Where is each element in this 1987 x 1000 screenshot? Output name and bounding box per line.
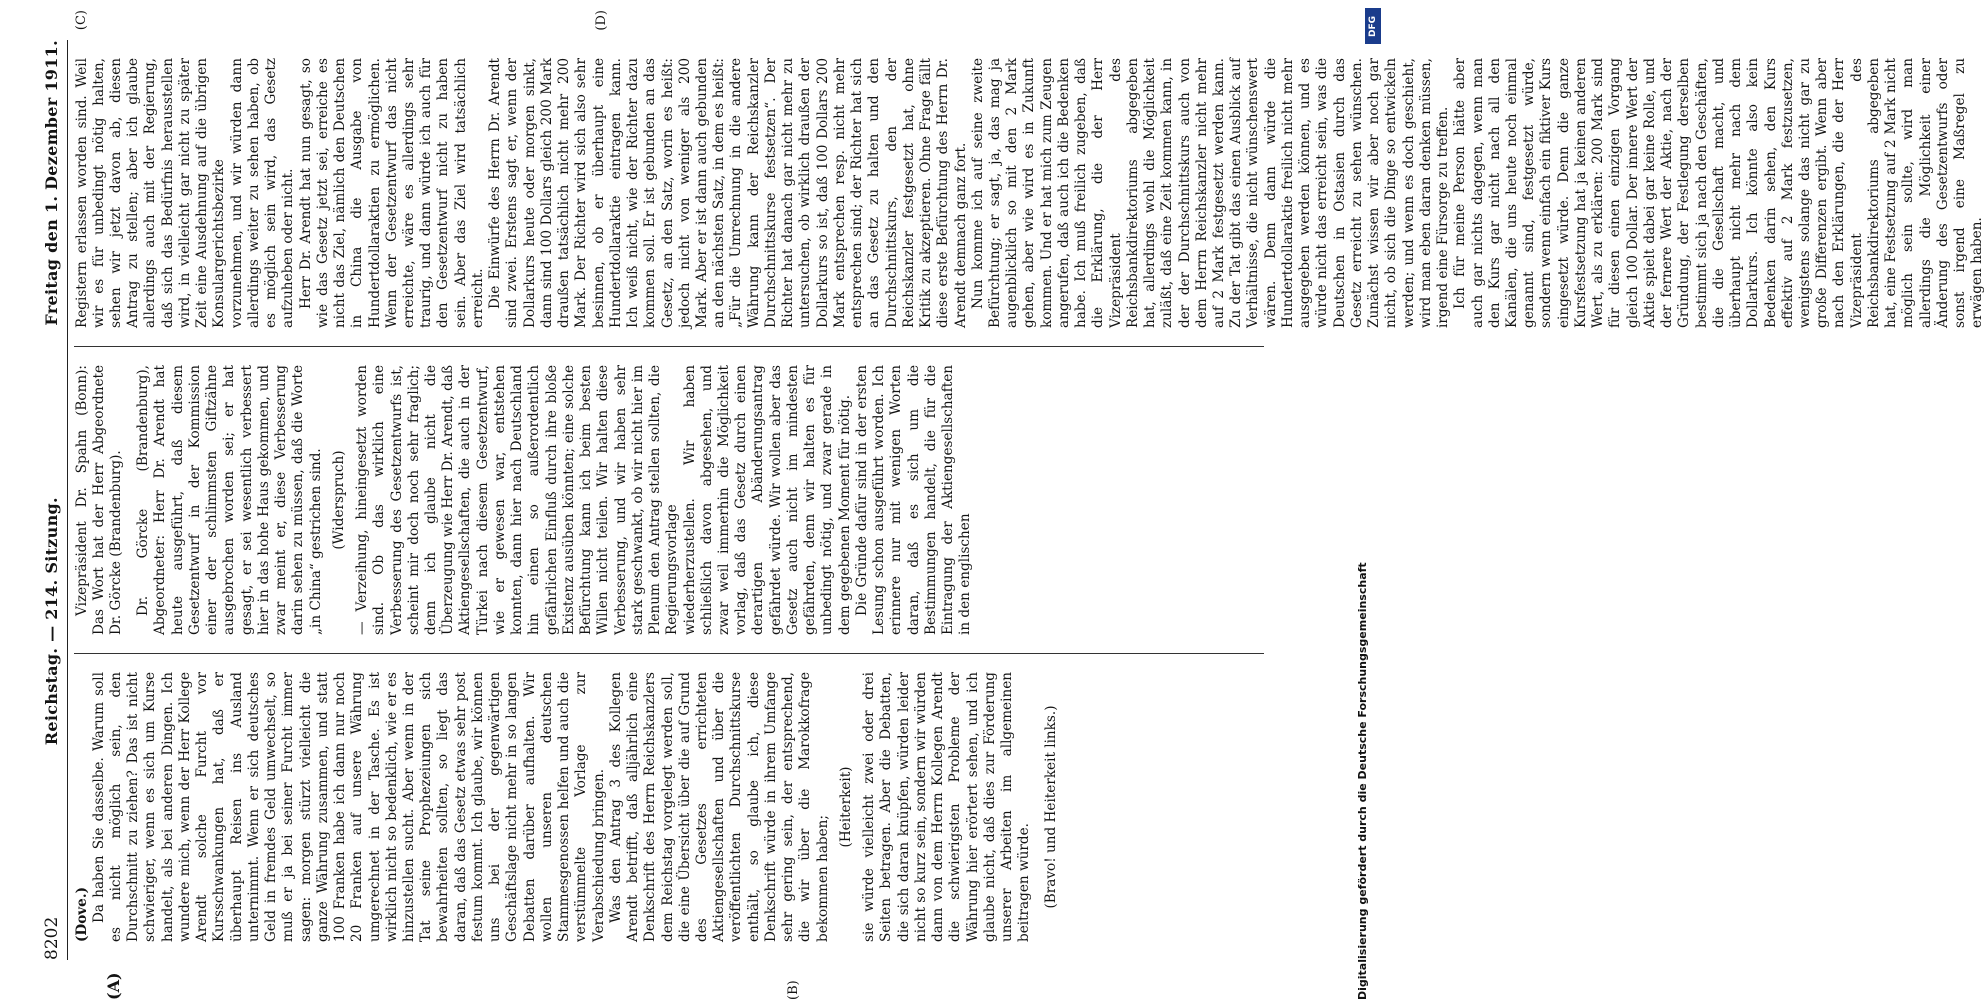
margin-mark-b: (B)	[785, 980, 801, 1000]
middle-column	[74, 347, 1264, 654]
margin-mark-a: (A)	[103, 972, 123, 1000]
paragraph: Die Gründe dafür sind in der ersten Lesung schon ausgeführt worden. Ich erinnere nur mit wenigen Worten daran, daß es sich um die Bestimmungen handelt, die für die Eintragung der Aktiengesellschaften in den englischen	[853, 365, 974, 635]
paragraph: Da haben Sie dasselbe. Warum soll es nicht möglich sein, den Durchschnitt zu ziehen? Das ist nicht schwieriger, wenn es sich um Kurse handelt, als bei anderen Dingen. Ich wundere mich, wenn der Herr Kollege Arendt solche Furcht vor Kursschwankungen hat, daß er überhaupt Reisen ins Ausland unternimmt. Wenn er sich deutsches Geld in fremdes Geld umwechselt, so muß er ja bei seiner Furcht immer sagen: morgen stürzt vielleicht die ganze Währung zusammen, und statt 100 Franken habe ich dann nur noch 20 Franken auf unsere Währung umgerechnet in der Tasche. Es ist wirklich nicht so bedenklich, wie er es hinzustellen sucht. Aber wenn in der Tat seine Prophezeiungen sich bewahrheiten sollten, so liegt das daran, daß das Gesetz etwas sehr post festum kommt. Ich glaube, wir können uns bei der gegenwärtigen Geschäftslage nicht mehr in so langen Debatten darüber aufhalten. Wir wollen unseren deutschen Stammesgenossen helfen und auch die verstümmelte Vorlage zur Verabschiedung bringen.	[90, 672, 607, 942]
paragraph: Registern erlassen worden sind. Weil wir es für unbedingt nötig halten, sehen wir jetzt davon ab, diesen Antrag zu stellen; aber ich glaube allerdings auch mit der Regierung, daß sich das Bedürfnis herausstellen wird, in vielleicht gar nicht zu später Zeit eine Ausdehnung auf die übrigen Konsulargerichtsbezirke vorzunehmen, und wir würden dann allerdings weiter zu sehen haben, ob es möglich sein wird, das Gesetz aufzuheben oder nicht.	[73, 58, 297, 328]
interjection: (Bravo! und Heiterkeit links.)	[1043, 705, 1060, 909]
session-title: Reichstag. — 214. Sitzung.	[42, 497, 61, 746]
paragraph: Ich für meine Person hätte aber auch gar nichts dagegen, wenn man den Kurs gar nicht nach all den Kanälen, die uns heute noch einmal genannt sind, festgesetzt würde, sondern wenn einfach ein fiktiver Kurs eingesetzt würde. Denn die ganze Kursfestsetzung hat ja keinen anderen Wert, als zu erklären: 200 Mark sind für diesen einen einzigen Vorgang gleich 100 Dollar. Der innere Wert der Aktie spielt dabei gar keine Rolle, und der fernere Wert der Aktie, nach der Gründung, der Festlegung derselben bestimmt sich ja nach den Geschäften, die die Gesellschaft macht, und überhaupt nicht mehr nach dem Dollarkurs. Ich könnte also kein Bedenken darin sehen, den Kurs effektiv auf 2 Mark festzusetzen, wenigstens solange das nicht gar zu große Differenzen ergibt. Wenn aber nach den Erklärungen, die der Herr Vizepräsident des Reichsbankdirektoriums abgegeben hat, eine Festsetzung auf 2 Mark nicht möglich sein sollte, wird man allerdings die Möglichkeit einer Änderung des Gesetzentwurfs oder sonst irgend eine Maßregel zu erwägen haben.	[1452, 58, 1986, 328]
page-number: 8202	[42, 916, 62, 960]
session-date: Freitag den 1. Dezember 1911.	[42, 40, 61, 326]
paragraph: Nun komme ich auf seine zweite Befürchtung; er sagt, ja, das mag ja augenblicklich so mit den 2 Mark gehen, aber wie wird es in Zukunft kommen. Und er hat mich zum Zeugen angerufen, daß auch ich die Bedenken habe. Ich muß freilich zugeben, daß die Erklärung, die der Herr Vizepräsident des Reichsbankdirektoriums abgegeben hat, allerdings wohl die Möglichkeit zuläßt, daß eine Zeit kommen kann, in der der Durchschnittskurs auch von dem Herrn Reichskanzler nicht mehr auf 2 Mark festgesetzt werden kann. Zu der Tat gibt das einen Ausblick auf Verhältnisse, die nicht wünschenswert wären. Denn dann würde die Hundertdollaraktie freilich nicht mehr ausgegeben werden können, und es würde nicht das erreicht sein, was die Deutschen in Ostasien durch das Gesetz erreicht zu sehen wünschen. Zunächst wissen wir aber noch gar nicht, ob sich die Dinge so entwickeln werden; und wenn es doch geschieht, wird man eben daran denken müssen, irgend eine Fürsorge zu treffen.	[969, 58, 1452, 328]
digitization-credit: Digitalisierung gefördert durch die Deutsche Forschungsgemeinschaft	[1356, 562, 1369, 1000]
paragraph: sie würde vielleicht zwei oder drei Seiten betragen. Aber die Debatten, die sich daran knüpfen, würden leider nicht so kurz sein, sondern wir würden dann von dem Herrn Kollegen Arendt die schwierigsten Probleme der Währung hier erörtert sehen, und ich glaube nicht, daß dies zur Förderung unserer Arbeiten im allgemeinen beitragen würde.	[861, 672, 1033, 942]
paragraph: Dr. Görcke (Brandenburg), Abgeordneter: Herr Dr. Arendt hat heute ausgeführt, daß diesem Gesetzentwurf in der Kommission einer der schlimmsten Giftzähne ausgebrochen worden sei; er hat gesagt, er sei wesentlich verbessert hier in das hohe Haus gekommen, und zwar meint er, diese Verbesserung darin sehen zu müssen, daß die Worte „in China“ gestrichen sind.	[135, 365, 324, 635]
paragraph: Vizepräsident Dr. Spahn (Bonn): Das Wort hat der Herr Abgeordnete Dr. Görcke (Brandenburg).	[73, 365, 125, 635]
paragraph: Herr Dr. Arendt hat nun gesagt, so wie das Gesetz jetzt sei, erreiche es nicht das Ziel, nämlich den Deutschen in China die Ausgabe von Hundertdollaraktien zu ermöglichen. Wenn der Gesetzentwurf das nicht erreichte, wäre es allerdings sehr traurig, und dann würde ich auch für den Gesetzentwurf nicht zu haben sein. Aber das Ziel wird tatsächlich erreicht.	[297, 58, 486, 328]
paragraph: Was den Antrag 3 des Kollegen Arendt betrifft, daß alljährlich eine Denkschrift des Herrn Reichskanzlers dem Reichstag vorgelegt werden soll, die eine Übersicht über die auf Grund des Gesetzes errichteten Aktiengesellschaften und über die veröffentlichten Durchschnittskurse enthält, so glaube ich, diese Denkschrift würde in ihrem Umfange sehr gering sein, der entsprechend, die wir über die Marokkofrage bekommen haben;	[607, 672, 831, 942]
speaker-tag: (Dove.)	[73, 887, 90, 942]
margin-mark-d: (D)	[593, 10, 609, 31]
paragraph: Die Einwürfe des Herrn Dr. Arendt sind zwei. Erstens sagt er, wenn der Dollarkurs heute oder morgen sinkt, dann sind 100 Dollars gleich 200 Mark draußen tatsächlich nicht mehr 200 Mark. Der Richter wird sich also sehr besinnen, ob er überhaupt eine Hundertdollaraktie eintragen kann. Ich weiß nicht, wie der Richter dazu kommen soll. Er ist gebunden an das Gesetz, an den Satz, worin es heißt: jedoch nicht von weniger als 200 Mark. Aber er ist dann auch gebunden an den nächsten Satz, in dem es heißt: „Für die Umrechnung in die andere Währung kann der Reichskanzler Durchschnittskurse festsetzen“. Der Richter hat danach gar nicht mehr zu untersuchen, ob wirklich draußen der Dollarkurs so ist, daß 100 Dollars 200 Mark entsprechen resp. nicht mehr entsprechen sind; der Richter hat sich an das Gesetz zu halten und den Durchschnittskurs, den der Reichskanzler festgesetzt hat, ohne Kritik zu akzeptieren. Ohne Frage fällt diese erste Befürchtung des Herrn Dr. Arendt demnach ganz fort.	[487, 58, 969, 328]
interjection: (Widerspruch)	[330, 450, 347, 550]
interjection: (Heiterkeit)	[837, 766, 854, 848]
paragraph: — Verzeihung, hineingesetzt worden sind. Ob das wirklich eine Verbesserung des Gesetzentwurfs ist, scheint mir doch noch sehr fraglich; denn ich glaube nicht die Überzeugung wie Herr Dr. Arendt, daß Aktiengesellschaften, die auch in der Türkei nach diesem Gesetzentwurf, wie er gewesen war, entstehen konnten, dann hier nach Deutschland hin einen so außerordentlich gefährlichen Einfluß durch ihre bloße Existenz ausüben könnten; eine solche Befürchtung kann ich beim besten Willen nicht teilen. Wir halten diese Verbesserung, und wir haben sehr stark geschwankt, ob wir nicht hier im Plenum den Antrag stellen sollten, die Regierungsvorlage wiederherzustellen. Wir haben schließlich davon abgesehen, und zwar weil immerhin die Möglichkeit vorlag, daß das Gesetz durch einen derartigen Abänderungsantrag gefährdet würde. Wir wollen aber das Gesetz auch nicht im mindesten gefährden, denn wir halten es für unbedingt nötig, und zwar gerade in dem gegebenen Moment für nötig.	[354, 365, 853, 635]
left-column	[73, 654, 1264, 1000]
dfg-logo: DFG	[1365, 8, 1381, 44]
page-header	[42, 40, 68, 960]
margin-mark-c: (C)	[73, 10, 89, 31]
